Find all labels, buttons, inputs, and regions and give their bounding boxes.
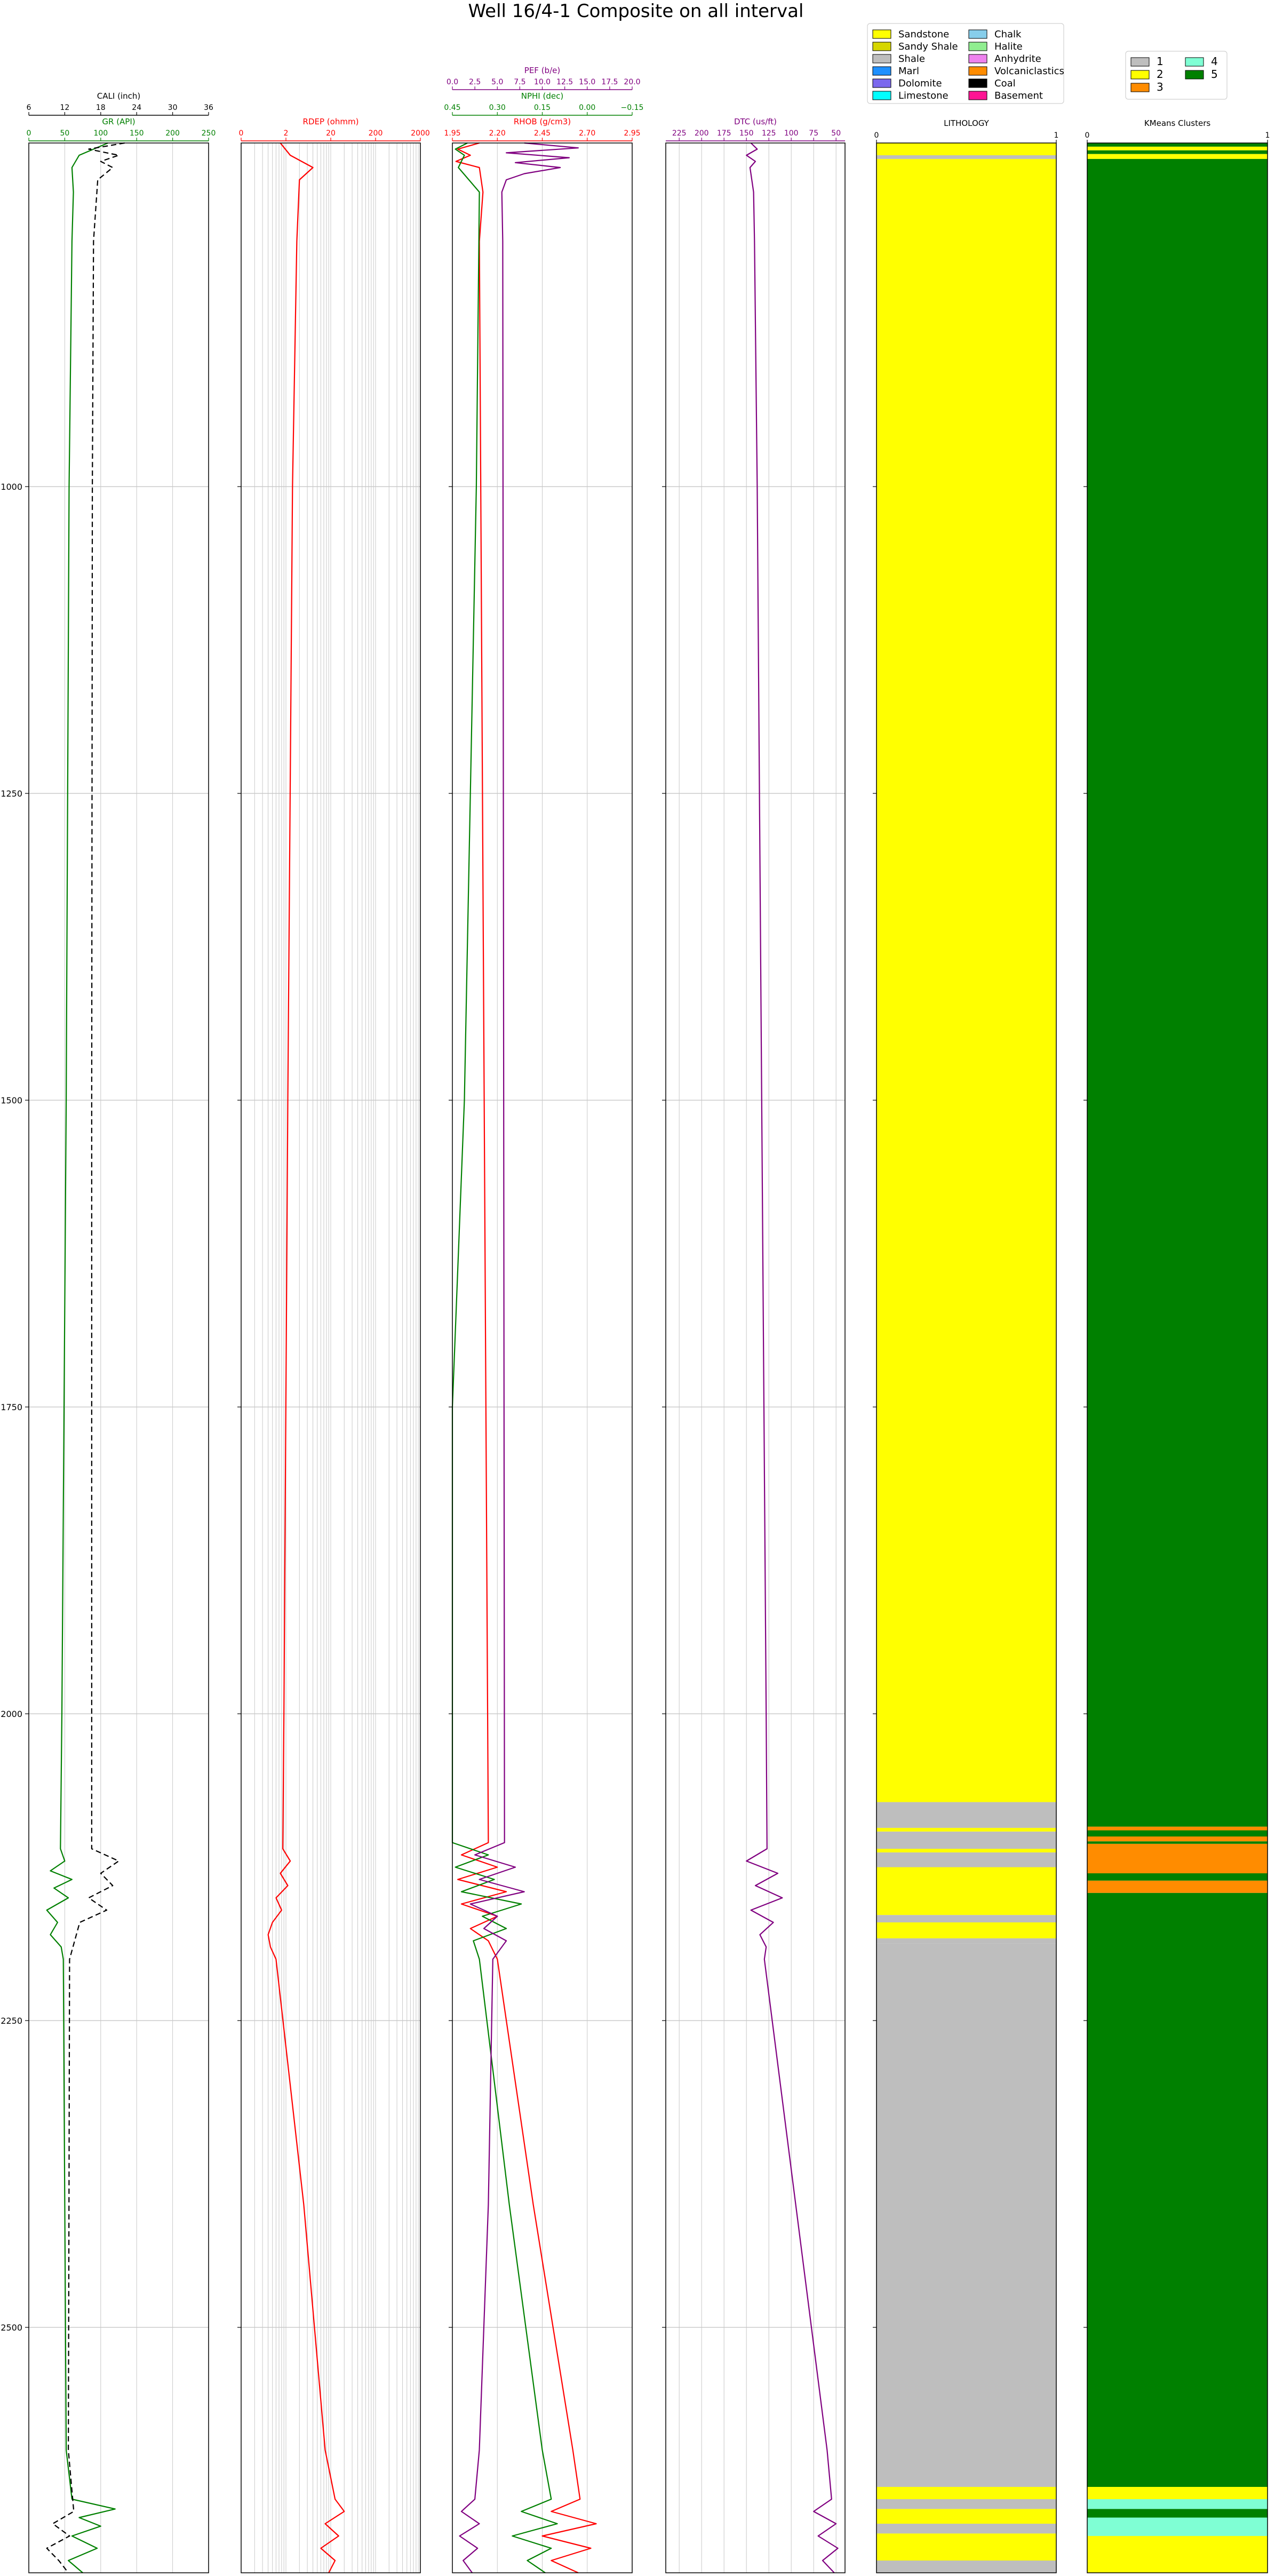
axis-tick-label-cali: 12	[60, 104, 70, 112]
axis-tick-label-rhob: 2.95	[624, 129, 641, 138]
curve-rhob	[456, 143, 596, 2573]
clusters-interval-2	[1087, 147, 1268, 150]
lithology-interval-sandstone	[876, 2509, 1056, 2524]
lithology-legend-label: Basement	[994, 90, 1043, 101]
axis-tick-label-gr: 200	[165, 129, 180, 138]
frame-layer	[1, 143, 1268, 2573]
curve-nphi	[452, 143, 557, 2573]
depth-tick-label: 2500	[1, 2323, 22, 2333]
lithology-legend-label: Marl	[898, 66, 919, 77]
axis-tick-label-pef: 17.5	[601, 78, 618, 86]
axis-tick-label-dtc: 125	[761, 129, 776, 138]
axis-tick-label-pef: 7.5	[514, 78, 526, 86]
axis-tick-label-pef: 15.0	[579, 78, 596, 86]
axis-label-dtc: DTC (us/ft)	[734, 117, 777, 126]
cluster-legend-label: 2	[1157, 68, 1164, 81]
legend-layer	[867, 23, 1227, 104]
depth-tick-label: 2000	[1, 1709, 22, 1719]
axis-label-nphi: NPHI (dec)	[521, 91, 564, 101]
lithology-interval-shale	[876, 1938, 1056, 1943]
cluster-legend-swatch	[1185, 70, 1204, 79]
lithology-interval-shale	[876, 2524, 1056, 2533]
lithology-interval-sandstone	[876, 2487, 1056, 2499]
clusters-interval-3	[1087, 1844, 1268, 1873]
axis-tick-label-rdep: 2000	[411, 129, 430, 138]
clusters-interval-4	[1087, 2499, 1268, 2509]
curve-pef	[460, 143, 578, 2573]
clusters-title: KMeans Clusters	[1144, 118, 1211, 128]
depth-tick-label: 1500	[1, 1095, 22, 1106]
clusters-interval-3	[1087, 1881, 1268, 1893]
axis-tick-label-rhob: 2.70	[579, 129, 596, 138]
axis-tick-label-cali: 6	[26, 104, 31, 112]
interval-fill-layer	[876, 143, 1268, 2573]
lithology-interval-shale	[876, 155, 1056, 159]
lithology-interval-shale	[876, 2499, 1056, 2509]
axis-tick-label-nphi: −0.15	[620, 104, 644, 112]
clusters-interval-2	[1087, 154, 1268, 159]
lithology-legend-swatch	[873, 42, 891, 51]
lithology-legend-swatch	[873, 67, 891, 75]
depth-tick-label: 1750	[1, 1402, 22, 1412]
axis-tick-label-dtc: 150	[739, 129, 754, 138]
axis-tick-label-rhob: 2.45	[533, 129, 551, 138]
curve-layer	[47, 143, 838, 2573]
axis-tick-label-cali: 30	[168, 104, 178, 112]
lithology-legend-label: Coal	[994, 78, 1016, 89]
axis-tick-label-cali: 18	[95, 104, 106, 112]
axis-label-gr: GR (API)	[102, 117, 136, 126]
lithology-legend-label: Dolomite	[898, 78, 942, 89]
lithology-interval-shale	[876, 2561, 1056, 2573]
clusters-interval-5	[1087, 143, 1268, 147]
chart-title: Well 16/4-1 Composite on all interval	[468, 1, 804, 22]
axis-tick-label-dtc: 50	[831, 129, 841, 138]
axis-tick-label-pef: 12.5	[556, 78, 573, 86]
lithology-interval-shale	[876, 1915, 1056, 1922]
clusters-interval-5	[1087, 159, 1268, 1827]
depth-tick-label: 1250	[1, 789, 22, 799]
clusters-interval-2	[1087, 2536, 1268, 2573]
lithology-interval-sandstone	[876, 2533, 1056, 2561]
axis-tick-label-nphi: 0.15	[533, 104, 551, 112]
cluster-legend-label: 1	[1157, 55, 1164, 68]
lithology-legend-swatch	[873, 30, 891, 38]
axis-tick-label-dtc: 200	[694, 129, 709, 138]
cluster-legend-label: 5	[1211, 68, 1218, 81]
lithology-axis-tick-label: 0	[874, 131, 879, 140]
lithology-interval-shale	[876, 1943, 1056, 2487]
cluster-legend-swatch	[1131, 70, 1149, 79]
axis-tick-label-cali: 24	[132, 104, 142, 112]
axis-tick-label-nphi: 0.00	[579, 104, 596, 112]
cluster-legend-swatch	[1131, 58, 1149, 66]
axis-tick-label-pef: 0.0	[446, 78, 459, 86]
panel-frame-track4	[666, 143, 845, 2573]
clusters-axis-tick-label: 0	[1085, 131, 1090, 140]
curve-rdep	[268, 143, 345, 2573]
lithology-interval-sandstone	[876, 1828, 1056, 1832]
lithology-interval-shale	[876, 1853, 1056, 1867]
axis-tick-label-rhob: 1.95	[444, 129, 461, 138]
cluster-legend-label: 3	[1157, 81, 1164, 93]
axis-tick-label-pef: 2.5	[468, 78, 481, 86]
lithology-axis-tick-label: 1	[1054, 131, 1059, 140]
axis-tick-label-dtc: 225	[672, 129, 687, 138]
lithology-interval-sandstone	[876, 1922, 1056, 1938]
axis-label-pef: PEF (b/e)	[524, 66, 561, 75]
lithology-legend-swatch	[873, 79, 891, 88]
axis-label-rhob: RHOB (g/cm3)	[513, 117, 571, 126]
axis-tick-label-dtc: 175	[716, 129, 731, 138]
lithology-legend-label: Volcaniclastics	[994, 66, 1064, 77]
depth-tick-label: 1000	[1, 482, 22, 492]
axis-tick-label-gr: 100	[93, 129, 108, 138]
lithology-interval-shale	[876, 1802, 1056, 1828]
axis-tick-label-dtc: 100	[784, 129, 799, 138]
cluster-legend-swatch	[1131, 83, 1149, 92]
lithology-legend-label: Limestone	[898, 90, 949, 101]
axis-tick-label-pef: 20.0	[624, 78, 641, 86]
axis-tick-label-rdep: 2	[283, 129, 289, 138]
lithology-legend-label: Chalk	[994, 29, 1022, 40]
axis-layer	[27, 66, 1270, 143]
lithology-legend-label: Sandy Shale	[898, 41, 958, 52]
lithology-legend-label: Halite	[994, 41, 1023, 52]
lithology-legend-swatch	[969, 30, 987, 38]
lithology-interval-sandstone	[876, 1867, 1056, 1915]
clusters-interval-5	[1087, 1841, 1268, 1844]
clusters-interval-5	[1087, 2509, 1268, 2517]
lithology-legend-label: Anhydrite	[994, 53, 1041, 65]
axis-tick-label-rdep: 20	[326, 129, 336, 138]
clusters-interval-3	[1087, 1836, 1268, 1841]
lithology-legend-swatch	[969, 54, 987, 63]
axis-tick-label-rdep: 200	[368, 129, 383, 138]
axis-label-cali: CALI (inch)	[97, 91, 141, 101]
curve-cali	[47, 143, 125, 2573]
lithology-legend-swatch	[969, 91, 987, 100]
lithology-legend-swatch	[969, 79, 987, 88]
curve-gr	[47, 143, 115, 2573]
clusters-axis-tick-label: 1	[1265, 131, 1270, 140]
curve-dtc	[746, 143, 838, 2573]
lithology-interval-sandstone	[876, 159, 1056, 1802]
depth-tick-label: 2250	[1, 2016, 22, 2026]
clusters-interval-5	[1087, 1893, 1268, 2487]
lithology-legend-swatch	[969, 67, 987, 75]
lithology-legend-label: Shale	[898, 53, 925, 65]
clusters-interval-2	[1087, 2487, 1268, 2499]
clusters-interval-4	[1087, 2518, 1268, 2537]
lithology-interval-sandstone	[876, 1849, 1056, 1853]
axis-tick-label-gr: 250	[201, 129, 216, 138]
cluster-legend-swatch	[1185, 58, 1204, 66]
axis-tick-label-gr: 50	[60, 129, 70, 138]
axis-tick-label-pef: 5.0	[491, 78, 504, 86]
axis-tick-label-pef: 10.0	[533, 78, 551, 86]
cluster-legend-label: 4	[1211, 55, 1218, 68]
clusters-interval-3	[1087, 1827, 1268, 1831]
lithology-interval-shale	[876, 1832, 1056, 1849]
lithology-legend-swatch	[873, 54, 891, 63]
axis-tick-label-rdep: 0	[238, 129, 244, 138]
axis-tick-label-nphi: 0.30	[489, 104, 506, 112]
axis-tick-label-rhob: 2.20	[489, 129, 506, 138]
axis-tick-label-gr: 0	[26, 129, 31, 138]
lithology-legend-label: Sandstone	[898, 29, 950, 40]
lithology-title: LITHOLOGY	[944, 118, 989, 128]
panel-frame-track1	[29, 143, 209, 2573]
lithology-legend-swatch	[873, 91, 891, 100]
axis-tick-label-nphi: 0.45	[444, 104, 461, 112]
lithology-interval-sandstone	[876, 143, 1056, 155]
axis-tick-label-gr: 150	[129, 129, 144, 138]
lithology-legend-swatch	[969, 42, 987, 51]
axis-tick-label-cali: 36	[204, 104, 213, 112]
axis-label-rdep: RDEP (ohmm)	[302, 117, 359, 126]
axis-tick-label-dtc: 75	[809, 129, 819, 138]
clusters-interval-5	[1087, 1831, 1268, 1837]
grid-layer	[29, 143, 845, 2573]
clusters-interval-5	[1087, 150, 1268, 154]
clusters-interval-5	[1087, 1873, 1268, 1881]
